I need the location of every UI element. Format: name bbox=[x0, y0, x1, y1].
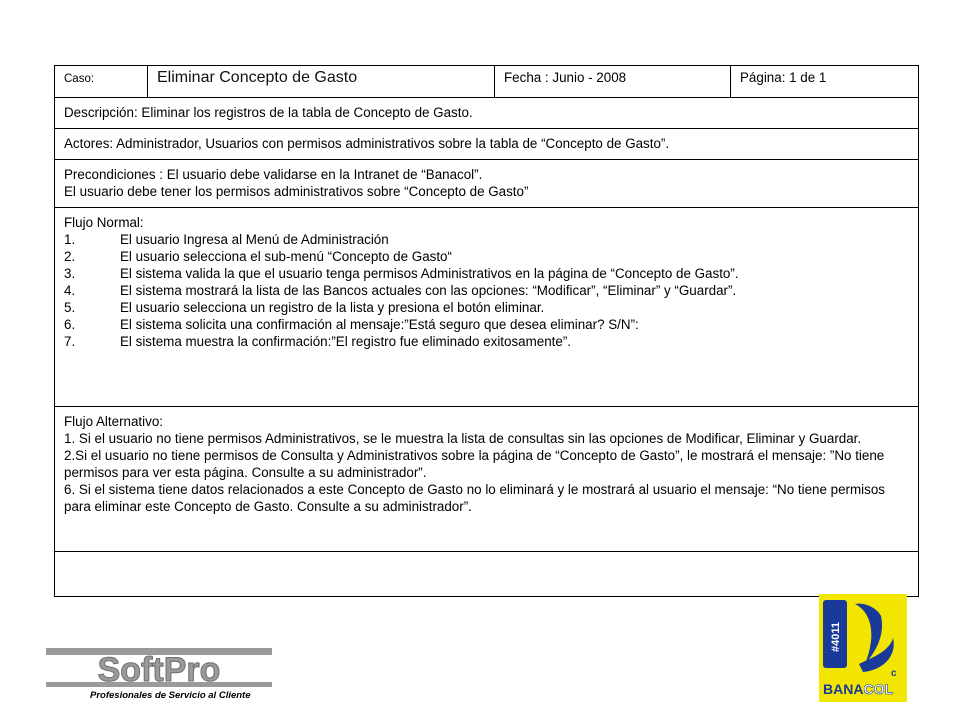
precondiciones-row bbox=[55, 160, 919, 208]
header-row bbox=[55, 66, 919, 98]
fecha-value: Junio - 2008 bbox=[548, 70, 627, 85]
descripcion-label: Descripción bbox=[64, 105, 134, 120]
empty-row bbox=[55, 552, 919, 597]
list-item: 7. El sistema muestra la confirmación:”El registro fue eliminado exitosamente”. bbox=[64, 334, 571, 349]
banacol-wordmark: BANACOL bbox=[823, 681, 894, 697]
banacol-logo bbox=[819, 594, 907, 702]
flujo-normal-colon: : bbox=[139, 215, 144, 230]
precondiciones-label: Precondiciones bbox=[64, 167, 156, 182]
list-item: 2. El usuario selecciona el sub-menú “Concepto de Gasto“ bbox=[64, 249, 452, 264]
softpro-logo bbox=[44, 646, 276, 702]
alt-line-2: 2.Si el usuario no tiene permisos de Consulta y Administrativos sobre la página de “Concepto de Gasto”, le mostrará el mensaje: ”No tiene permisos para ver esta página. Consulte a su administrador”. bbox=[64, 448, 885, 480]
actores-text: : Administrador, Usuarios con permisos administrativos sobre la tabla de “Concepto de Gasto”. bbox=[109, 136, 670, 151]
list-item: 4. El sistema mostrará la lista de las Bancos actuales con las opciones: “Modificar”, “Eliminar” y “Guardar”. bbox=[64, 283, 737, 298]
flujo-normal-row bbox=[55, 208, 919, 407]
fecha-label: Fecha : bbox=[504, 70, 549, 85]
list-item: 5. El usuario selecciona un registro de la lista y presiona el botón eliminar. bbox=[64, 300, 545, 315]
flujo-alternativo-row bbox=[55, 407, 919, 552]
list-item: 6. El sistema solicita una confirmación al mensaje:”Está seguro que desea eliminar? S/N”: bbox=[64, 317, 639, 332]
actores-row bbox=[55, 129, 919, 160]
flujo-alternativo-colon: : bbox=[159, 414, 164, 429]
list-item: 3. El sistema valida la que el usuario tenga permisos Administrativos en la página de “Concepto de Gasto”. bbox=[64, 266, 739, 281]
page-number: Página: 1 de 1 bbox=[740, 70, 827, 85]
flujo-normal-label: Flujo Normal bbox=[64, 215, 140, 230]
descripcion-row bbox=[55, 98, 919, 129]
softpro-wordmark: SoftPro bbox=[97, 651, 221, 689]
precondiciones-text: : El usuario debe validarse en la Intranet de “Banacol”. bbox=[155, 167, 483, 182]
caso-label: Caso: bbox=[64, 73, 95, 85]
pagina-cell bbox=[731, 66, 919, 98]
banacol-c: c bbox=[891, 668, 897, 679]
case-title: Eliminar Concepto de Gasto bbox=[157, 69, 358, 86]
flujo-normal-steps bbox=[64, 231, 909, 350]
alt-line-3: 6. Si el sistema tiene datos relacionados a este Concepto de Gasto no lo eliminará y le mostrará al usuario el mensaje: “No tiene permisos para eliminar este Concepto de Gasto. Consulte a su administrador”. bbox=[64, 482, 885, 514]
descripcion-text: : Eliminar los registros de la tabla de Concepto de Gasto. bbox=[133, 105, 473, 120]
flujo-alternativo-label: Flujo Alternativo bbox=[64, 414, 160, 429]
fecha-cell bbox=[495, 66, 731, 98]
use-case-table bbox=[54, 65, 919, 597]
softpro-tagline: Profesionales de Servicio al Cliente bbox=[90, 690, 251, 701]
actores-label: Actores bbox=[64, 136, 110, 151]
banacol-number: #4011 bbox=[830, 622, 842, 652]
caso-label-cell bbox=[55, 66, 148, 98]
precondiciones-line-2: El usuario debe tener los permisos administrativos sobre “Concepto de Gasto” bbox=[64, 184, 529, 199]
caso-value-cell bbox=[148, 66, 495, 98]
list-item: 1. El usuario Ingresa al Menú de Administración bbox=[64, 232, 389, 247]
alt-line-1: 1. Si el usuario no tiene permisos Administrativos, se le muestra la lista de consultas sin las opciones de Modificar, Eliminar y Guardar. bbox=[64, 431, 862, 446]
